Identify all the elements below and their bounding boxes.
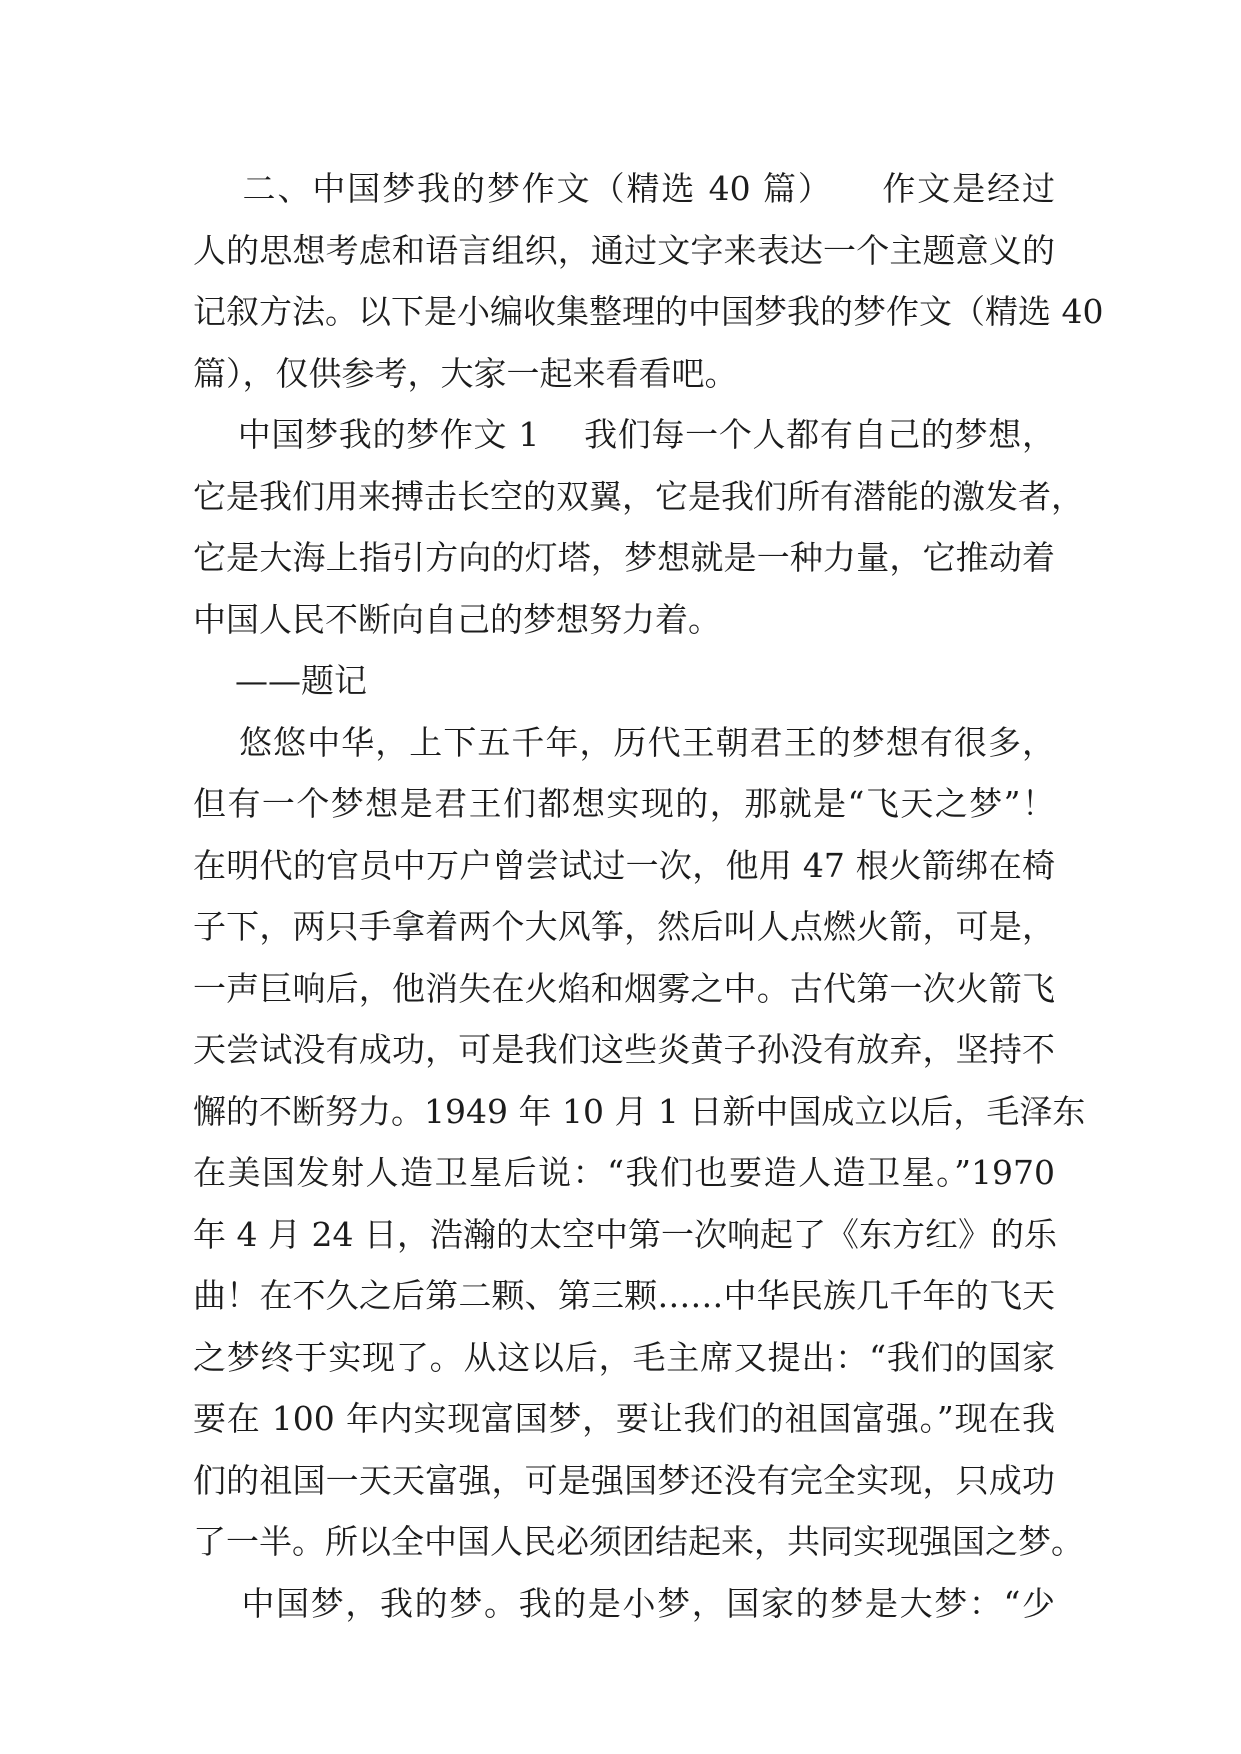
text-line: ——题记: [193, 661, 367, 700]
text-line: 在美国发射人造卫星后说：“我们也要造人造卫星。”1970: [193, 1153, 1055, 1192]
text-line: 懈的不断努力。1949 年 10 月 1 日新中国成立以后，毛泽东: [193, 1091, 1086, 1131]
text-line: 记叙方法。以下是小编收集整理的中国梦我的梦作文（精选 40: [193, 292, 1104, 331]
text-line: 人的思想考虑和语言组织，通过文字来表达一个主题意义的: [193, 230, 1055, 270]
text-line: 之梦终于实现了。从这以后，毛主席又提出：“我们的国家: [193, 1337, 1055, 1377]
text-line: 年 4 月 24 日，浩瀚的太空中第一次响起了《东方红》的乐: [193, 1214, 1057, 1254]
text-line: 中国梦，我的梦。我的是小梦，国家的梦是大梦：“少: [193, 1583, 1055, 1623]
text-line: 它是大海上指引方向的灯塔，梦想就是一种力量，它推动着: [193, 538, 1055, 577]
text-line: 它是我们用来搏击长空的双翼，它是我们所有潜能的激发者，: [193, 476, 1084, 516]
text-line: 们的祖国一天天富强，可是强国梦还没有完全实现，只成功: [193, 1460, 1055, 1500]
document-body: [193, 158, 1104, 1634]
text-line: 中国梦我的梦作文 1 我们每一个人都有自己的梦想，: [193, 415, 1055, 454]
text-line: 要在 100 年内实现富国梦，要让我们的祖国富强。”现在我: [193, 1399, 1055, 1438]
text-line: 了一半。所以全中国人民必须团结起来，共同实现强国之梦。: [193, 1522, 1084, 1561]
text-line: 二、中国梦我的梦作文（精选 40 篇） 作文是经过: [193, 169, 1055, 208]
text-line: 在明代的官员中万户曾尝试过一次，他用 47 根火箭绑在椅: [193, 845, 1055, 885]
text-line: 中国人民不断向自己的梦想努力着。: [193, 599, 721, 639]
text-line: 曲！在不久之后第二颗、第三颗……中华民族几千年的飞天: [193, 1276, 1055, 1315]
text-line: 一声巨响后，他消失在火焰和烟雾之中。古代第一次火箭飞: [193, 968, 1055, 1008]
text-line: 天尝试没有成功，可是我们这些炎黄子孙没有放弃，坚持不: [193, 1030, 1055, 1069]
text-line: 篇），仅供参考，大家一起来看看吧。: [193, 353, 738, 393]
text-line: 子下，两只手拿着两个大风筝，然后叫人点燃火箭，可是，: [193, 907, 1055, 946]
text-line: 但有一个梦想是君王们都想实现的，那就是“飞天之梦”！: [193, 784, 1055, 823]
text-line: 悠悠中华，上下五千年，历代王朝君王的梦想有很多，: [193, 722, 1055, 762]
